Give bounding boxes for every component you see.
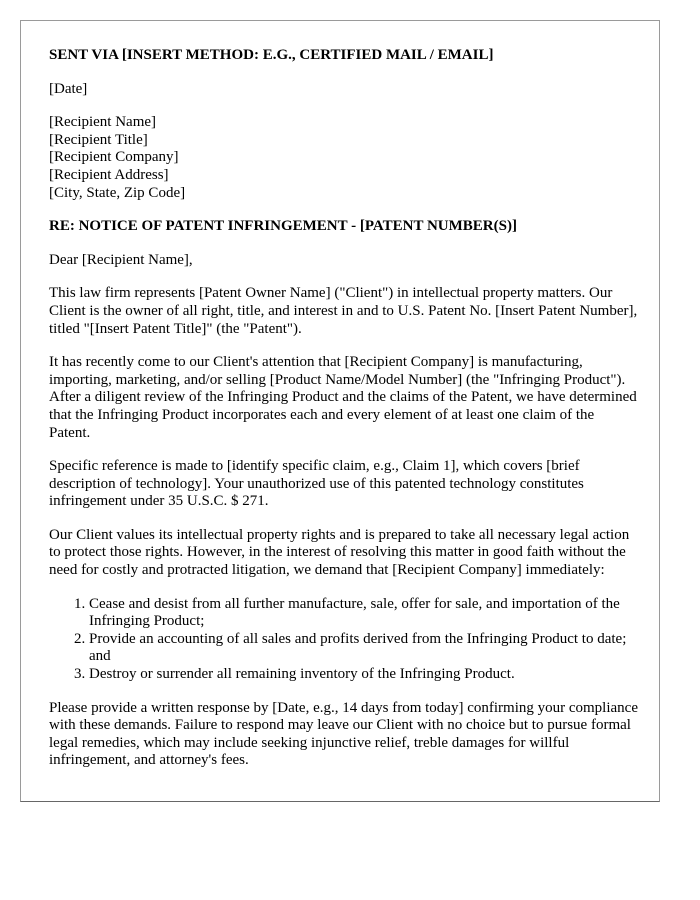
recipient-address-block	[49, 114, 639, 202]
demand-item: 2. Provide an accounting of all sales and profits derived from the Infringing Product to date; and	[89, 631, 639, 666]
recipient-name: [Recipient Name]	[49, 114, 157, 131]
paragraph-representation: This law firm represents [Patent Owner Name] ("Client") in intellectual property matters. Our Client is the owner of all right, title, and interest in and to U.S. Patent No. [Insert Patent Number], titled "[Insert Patent Title]" (the "Patent").	[49, 285, 638, 337]
recipient-address: [Recipient Address]	[49, 166, 169, 183]
sent-via-line: SENT VIA [INSERT METHOD: E.G., CERTIFIED MAIL / EMAIL]	[49, 47, 494, 63]
date-line: [Date]	[49, 80, 88, 97]
letter-body	[49, 47, 639, 786]
demands-list	[49, 596, 639, 684]
demand-item: 3. Destroy or surrender all remaining inventory of the Infringing Product.	[89, 666, 639, 684]
salutation: Dear [Recipient Name],	[49, 251, 193, 268]
recipient-title: [Recipient Title]	[49, 131, 148, 148]
paragraph-claim-reference: Specific reference is made to [identify specific claim, e.g., Claim 1], which covers [brief description of technology]. Your unauthorized use of this patented technology constitutes infringement under 35 U.S.C. $ 271.	[49, 458, 584, 510]
subject-line: RE: NOTICE OF PATENT INFRINGEMENT - [PATENT NUMBER(S)]	[49, 218, 517, 235]
recipient-city-state-zip: [City, State, Zip Code]	[49, 184, 186, 201]
paragraph-demand-intro: Our Client values its intellectual property rights and is prepared to take all necessary legal action to protect those rights. However, in the interest of resolving this matter in good faith without the need for costly and protracted litigation, we demand that [Recipient Company] immediately:	[49, 526, 630, 579]
demand-item: 1. Cease and desist from all further manufacture, sale, offer for sale, and importation of the Infringing Product;	[89, 596, 639, 631]
paragraph-closing: Please provide a written response by [Date, e.g., 14 days from today] confirming your compliance with these demands. Failure to respond may leave our Client with no choice but to pursue formal legal remedies, which may include seeking injunctive relief, treble damages for willful infringement, and attorney's fees.	[49, 699, 638, 769]
letter-page	[20, 20, 660, 802]
recipient-company: [Recipient Company]	[49, 149, 179, 166]
paragraph-infringement-discovery: It has recently come to our Client's attention that [Recipient Company] is manufacturing, importing, marketing, and/or selling [Product Name/Model Number] (the "Infringing Product"). After a diligent review of the Infringing Product and the claims of the Patent, we have determined that the Infringing Product incorporates each and every element of at least one claim of the Patent.	[49, 354, 637, 441]
